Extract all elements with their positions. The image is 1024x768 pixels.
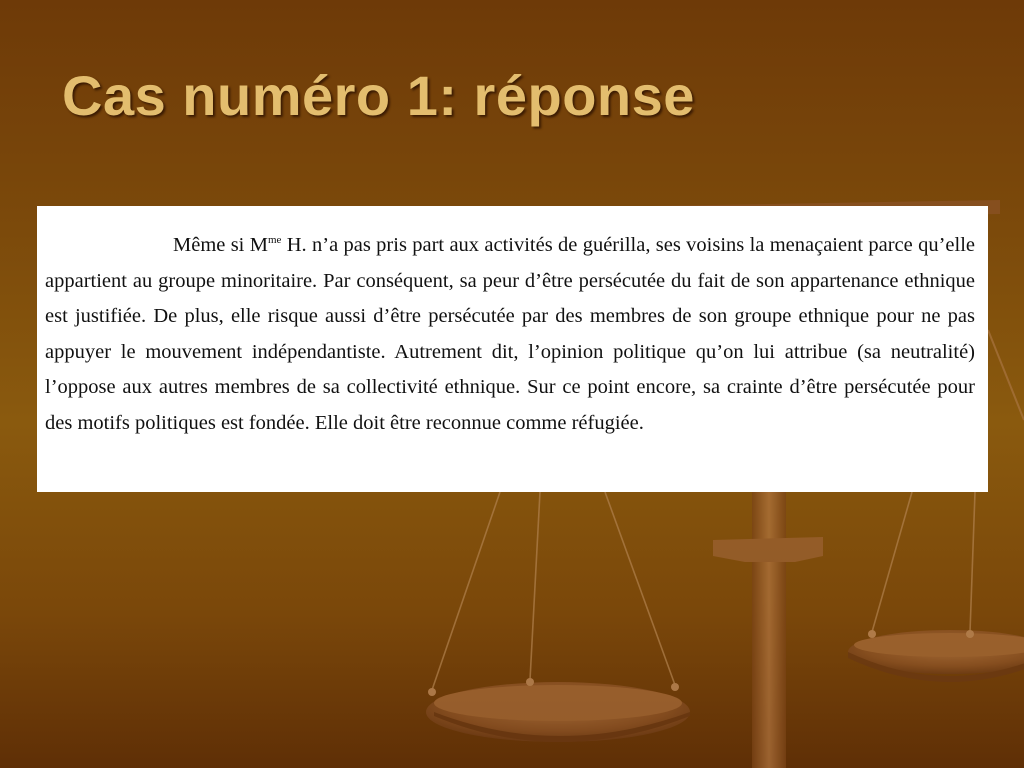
quote-text-rest: H. n’a pas pris part aux activités de guérilla, ses voisins la menaçaient parce qu’elle appartient au groupe minoritaire. Par conséquent, sa peur d’être persécutée du fait de son appartenance ethnique est justifiée. De plus, elle risque aussi d’être persécutée par des membres de son groupe ethnique pour ne pas appuyer le mouvement indépendantiste. Autrement dit, l’opinion politique qu’on lui attribue (sa neutralité) l’oppose aux autres membres de sa collectivité ethnique. Sur ce point encore, sa crainte d’être persécutée pour des motifs politiques est fondée. Elle doit être reconnue comme réfugiée. — [45, 234, 976, 434]
quote-box — [37, 206, 988, 492]
slide-title: Cas numéro 1: réponse — [62, 64, 695, 127]
quote-text-start: Même si M — [173, 234, 268, 256]
quote-paragraph — [45, 228, 975, 441]
quote-superscript: me — [267, 234, 282, 246]
